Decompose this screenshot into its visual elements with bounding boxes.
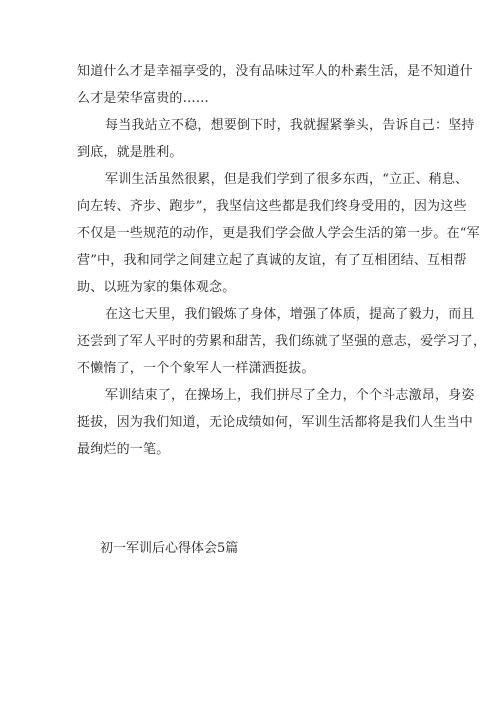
paragraph-line: 每当我站立不稳，想要倒下时，我就握紧拳头，告诉自己：坚持 (105, 118, 475, 133)
paragraph-3 (77, 166, 480, 301)
section-spacer (77, 463, 429, 535)
paragraph-line: 么才是荣华富贵的…… (77, 91, 210, 106)
paragraph-line: 不仅是一些规范的动作，更是我们学会做人学会生活的第一步。在“军 (77, 226, 480, 241)
paragraph-line: 营”中，我和同学之间建立起了真诚的友谊，有了互相团结、互相帮 (77, 253, 467, 268)
paragraph-line: 到底，就是胜利。 (77, 145, 183, 160)
paragraph-4 (77, 301, 487, 382)
paragraph-line: 知道什么才是幸福享受的，没有品味过军人的朴素生活，是不知道什 (77, 64, 474, 79)
paragraph-line: 挺拔，因为我们知道，无论成绩如何，军训生活都将是我们人生当中 (77, 415, 474, 430)
paragraph-line: 军训生活虽然很累，但是我们学到了很多东西，“立正、稍息、 (105, 172, 469, 187)
paragraph-line: 不懒惰了，一个个象军人一样潇洒挺拔。 (77, 361, 315, 376)
paragraph-line: 军训结束了，在操场上，我们拼尽了全力，个个斗志激昂，身姿 (105, 388, 475, 403)
paragraph-line: 还尝到了军人平时的劳累和甜苦，我们练就了坚强的意志，爱学习了， (77, 334, 487, 349)
paragraph-2 (77, 112, 475, 166)
document-body (77, 58, 487, 562)
paragraph-1 (77, 58, 474, 112)
section-heading: 初一军训后心得体会5篇 (100, 541, 239, 556)
paragraph-5 (77, 382, 475, 463)
paragraph-line: 在这七天里，我们锻炼了身体，增强了体质，提高了毅力，而且 (105, 307, 475, 322)
paragraph-line: 最绚烂的一笔。 (77, 442, 170, 457)
paragraph-line: 向左转、齐步、跑步”，我坚信这些都是我们终身受用的，因为这些 (77, 199, 467, 214)
paragraph-line: 助、以班为家的集体观念。 (77, 280, 236, 295)
